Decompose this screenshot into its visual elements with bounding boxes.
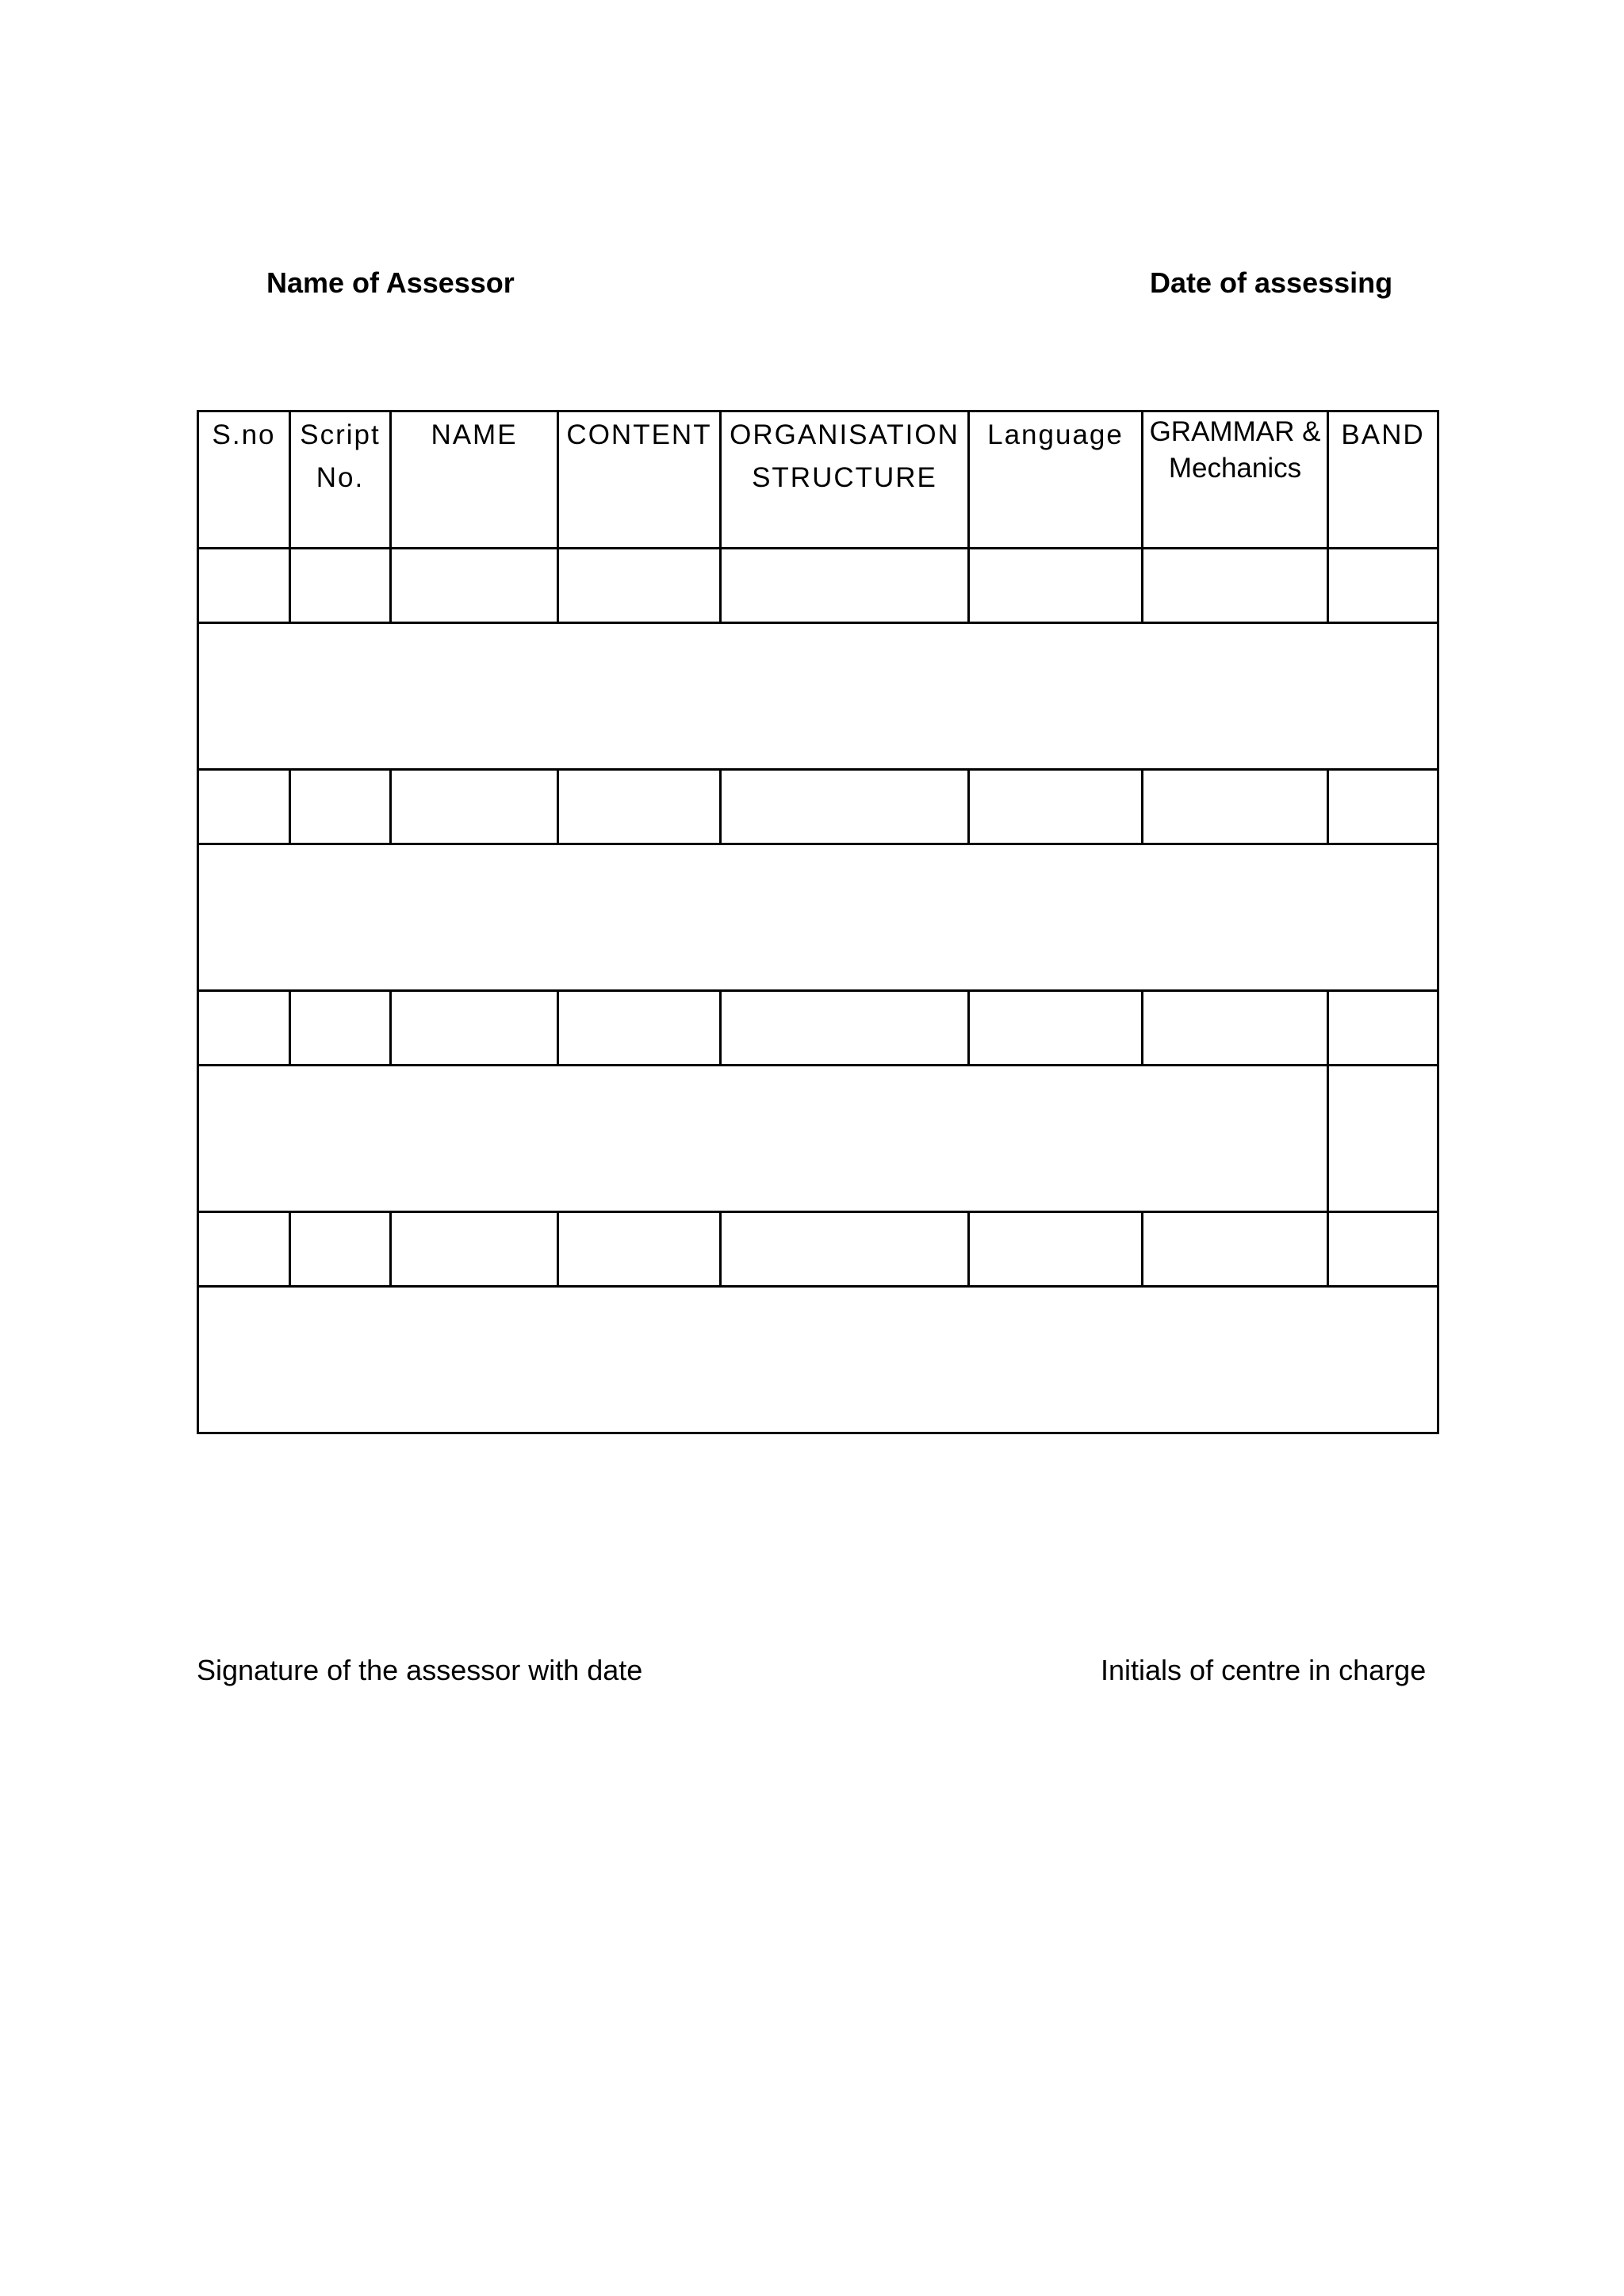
table-remark-cell bbox=[198, 623, 1438, 770]
table-cell bbox=[290, 549, 391, 623]
table-cell bbox=[198, 770, 290, 844]
table-cell bbox=[558, 770, 721, 844]
column-header-organisation-structure: ORGANISATION STRUCTURE bbox=[721, 411, 969, 549]
table-remark-cell bbox=[198, 844, 1438, 991]
column-header-grammar-mechanics: GRAMMAR & Mechanics bbox=[1143, 411, 1328, 549]
table-cell bbox=[558, 991, 721, 1066]
table-cell bbox=[198, 991, 290, 1066]
table-header-row bbox=[198, 411, 1438, 549]
table-cell bbox=[391, 770, 558, 844]
table-remark-row bbox=[198, 623, 1438, 770]
table-cell bbox=[721, 770, 969, 844]
table-cell bbox=[558, 1212, 721, 1287]
table-cell bbox=[290, 991, 391, 1066]
table-cell bbox=[198, 549, 290, 623]
table-cell bbox=[1143, 770, 1328, 844]
table-row bbox=[198, 1212, 1438, 1287]
column-header-name: NAME bbox=[391, 411, 558, 549]
column-header-band: BAND bbox=[1328, 411, 1438, 549]
table-cell bbox=[1328, 991, 1438, 1066]
table-cell bbox=[969, 1212, 1143, 1287]
table-remark-row bbox=[198, 1066, 1438, 1212]
table-cell bbox=[391, 549, 558, 623]
assessor-signature-label: Signature of the assessor with date bbox=[197, 1654, 643, 1686]
column-header-content: CONTENT bbox=[558, 411, 721, 549]
table-cell bbox=[1328, 770, 1438, 844]
table-cell bbox=[1143, 991, 1328, 1066]
table-cell bbox=[721, 991, 969, 1066]
table-cell bbox=[969, 991, 1143, 1066]
table-row bbox=[198, 549, 1438, 623]
column-header-script-no: Script No. bbox=[290, 411, 391, 549]
table-cell bbox=[721, 1212, 969, 1287]
table-cell bbox=[969, 770, 1143, 844]
table-remark-row bbox=[198, 1287, 1438, 1433]
table-cell bbox=[969, 549, 1143, 623]
table-cell bbox=[1328, 549, 1438, 623]
table-cell bbox=[290, 770, 391, 844]
table-cell bbox=[391, 1212, 558, 1287]
table-row bbox=[198, 770, 1438, 844]
table-cell bbox=[721, 549, 969, 623]
table-cell bbox=[1328, 1212, 1438, 1287]
assessment-table bbox=[197, 410, 1439, 1434]
table-band-remark-cell bbox=[1328, 1066, 1438, 1212]
assessor-name-label: Name of Assessor bbox=[266, 266, 515, 299]
table-cell bbox=[558, 549, 721, 623]
table-cell bbox=[290, 1212, 391, 1287]
table-remark-row bbox=[198, 844, 1438, 991]
table-cell bbox=[391, 991, 558, 1066]
table-cell bbox=[198, 1212, 290, 1287]
table-row bbox=[198, 991, 1438, 1066]
assessing-date-label: Date of assessing bbox=[1150, 266, 1393, 299]
table-cell bbox=[1143, 549, 1328, 623]
table-remark-cell bbox=[198, 1287, 1438, 1433]
centre-incharge-initials-label: Initials of centre in charge bbox=[1101, 1654, 1427, 1686]
table-cell bbox=[1143, 1212, 1328, 1287]
column-header-sno: S.no bbox=[198, 411, 290, 549]
column-header-language: Language bbox=[969, 411, 1143, 549]
table-remark-cell bbox=[198, 1066, 1328, 1212]
